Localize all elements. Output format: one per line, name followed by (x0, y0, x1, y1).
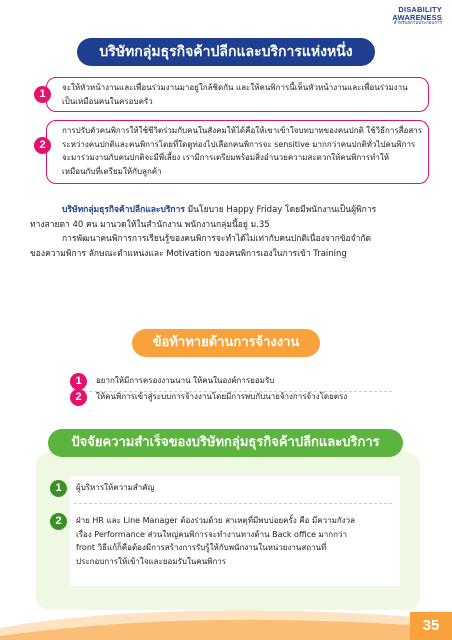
challenge-item-1: อยากให้มีการครองงานนาน ให้คนในองค์การยอมรับ (96, 376, 275, 385)
box-1-text (62, 81, 424, 108)
challenge-number-2: 2 (70, 389, 87, 406)
success-item-1 (76, 482, 396, 494)
success-number-1: 1 (50, 480, 67, 497)
box-2-text (62, 124, 424, 178)
page-number: 35 (410, 612, 452, 640)
box-1-line-2: เป็นเหมือนคนในครอบครัว (62, 96, 153, 106)
success-item-2-line-1: ฝ่าย HR และ Line Manager ต้องร่วมด้วย สาเหตุที่มีพบบ่อยครั้ง คือ มีความกังวล (76, 516, 356, 525)
brand-line-1: DISABILITY (398, 5, 442, 14)
paragraph-line-3: การพัฒนาคนพิการการเรียนรู้ของคนพิการจะทำได้ไม่เท่ากับคนปกติเนื่องจากข้อจำกัด (62, 234, 372, 244)
brand-line-3: สำหรับสถานประกอบการ (393, 21, 442, 26)
success-item-2-line-3: front วิธีแก้ก็คือต้องมีการสร้างการรับรู้ให้กับพนักงานในหน่วยงานสถานที่ (76, 543, 327, 552)
success-item-2-line-2: เรื่อง Performance ส่วนใหญ่คนพิการจะทำงานทางด้าน Back office มากกว่า (76, 529, 347, 539)
box-2-line-3: จะมาร่วมงานกับคนปกติจะมีพี่เลี้ยง เรามีการเตรียมพร้อมสิ่งอำนวยความสะดวกให้คนพิการทำให้ (62, 153, 390, 162)
main-title: บริษัทกลุ่มธุรกิจค้าปลีกและบริการแห่งหนึ่ง (77, 38, 375, 66)
success-item-2 (76, 514, 398, 568)
box-2-line-4: เหมือนกับที่เตรียมให้กับลูกค้า (62, 166, 162, 176)
paragraph-line-1 (30, 203, 430, 218)
number-badge-2: 2 (34, 137, 51, 154)
box-2-line-2: ระหว่างคนปกติและคนพิการโดยที่ใดดูท่องไปเลือกคนพิการจะ sensitive มากกว่าคนปกติทั่วไปคนพิการ (62, 139, 416, 149)
box-2-line-1: การปรับตัวคนพิการให้ใช้ชีวิตร่วมกับคนในสังคมให้ได้คือให้เขาเข้าใจบทบาทของคนปกติ ใช้วิธีการสื่อสาร (62, 126, 423, 135)
success-divider (74, 503, 392, 504)
success-title: ปัจจัยความสำเร็จของบริษัทกลุ่มธุรกิจค้าปลีกและบริการ (48, 429, 403, 457)
brand-logo (392, 6, 442, 27)
success-item-2-line-4: ประกอบการให้เข้าใจและยอมรับในคนพิการ (76, 556, 227, 566)
paragraph-line-1-rest: มีนโยบาย Happy Friday โดยมีพนักงานเป็นผู้พิการ (184, 205, 377, 215)
brand-line-2: AWARENESS (392, 12, 442, 22)
body-paragraph (30, 203, 430, 261)
success-number-2: 2 (50, 513, 67, 530)
paragraph-highlight: บริษัทกลุ่มธุรกิจค้าปลีกและบริการ (62, 205, 185, 215)
paragraph-line-4: ของความพิการ ลักษณะตำแหน่งและ Motivation ของคนพิการเองในการเข้า Training (30, 248, 347, 259)
challenge-number-1: 1 (70, 373, 87, 390)
challenges-title: ข้อท้าทายด้านการจ้างงาน (132, 329, 320, 357)
challenge-item-2: ให้คนพิการเข้าสู่ระบบการจ้างงานโดยมีการพบกับนายจ้างการจ้างโดยตรง (96, 392, 348, 401)
paragraph-line-2: ทางสายตา 40 คน มานวดให้ในสำนักงาน พนักงานกลุ่มนี้อยู่ ม.35 (30, 219, 270, 230)
number-badge-1: 1 (34, 86, 51, 103)
box-1-line-1: จะให้หัวหน้างานและเพื่อนร่วมงานมาอยู่ใกล้ชิดกัน และให้คนพิการนี้เห็นหัวหน้างานและเพื่อนร่วมงาน (62, 83, 408, 92)
success-item-1-line-1: ผู้บริหารให้ความสำคัญ (76, 483, 155, 492)
footer-wave (0, 598, 452, 640)
